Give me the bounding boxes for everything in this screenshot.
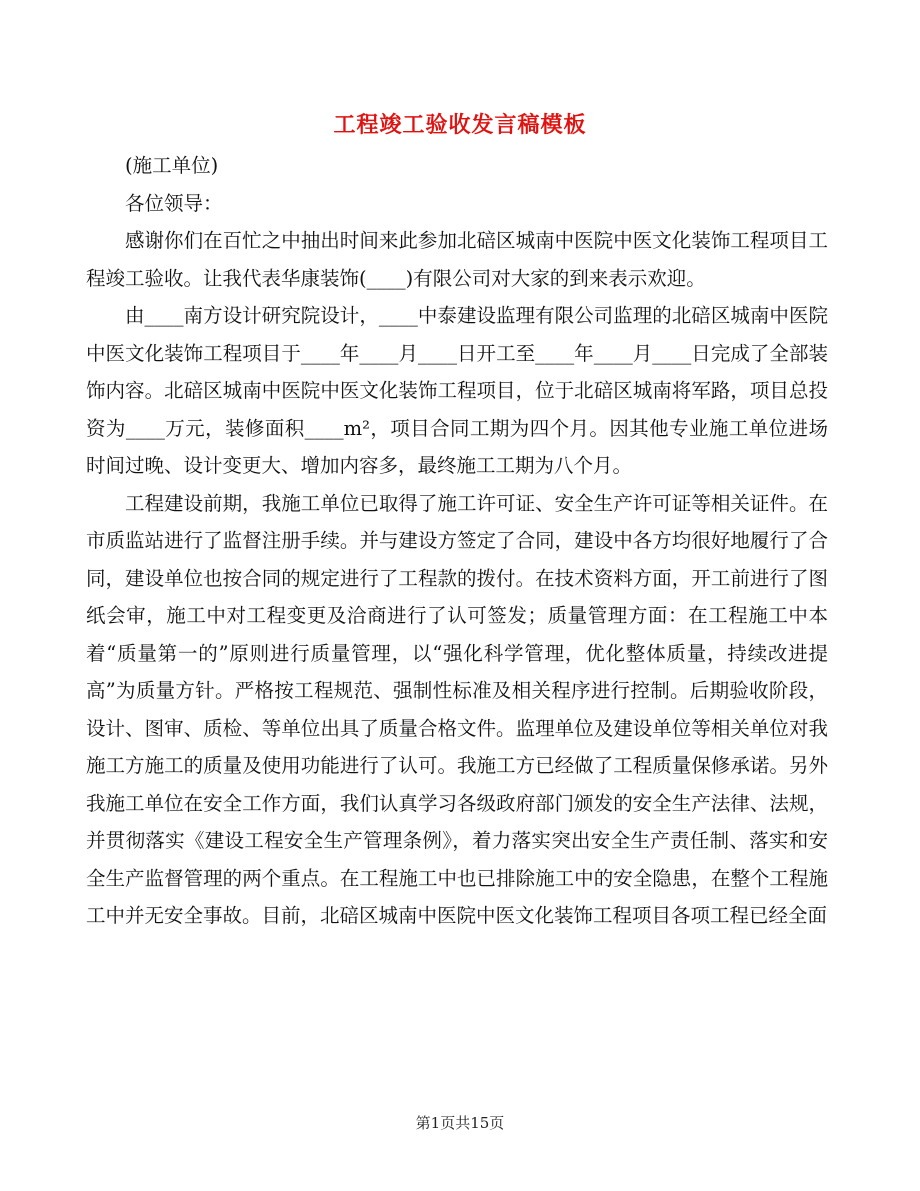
- paragraph-unit: (施工单位): [125, 154, 219, 177]
- document-title: 工程竣工验收发言稿模板: [333, 112, 587, 138]
- paragraph-welcome: 感谢你们在百忙之中抽出时间来此参加北碚区城南中医院中医文化装饰工程项目工程竣工验收。让我代表华康装饰(____)有限公司对大家的到来表示欢迎。: [86, 229, 828, 290]
- page-number: 第1页共15页: [415, 1114, 505, 1132]
- paragraph-salutation: 各位领导：: [125, 191, 223, 215]
- paragraph-construction-process: 工程建设前期，我施工单位已取得了施工许可证、安全生产许可证等相关证件。在市质监站进行了监督注册手续。并与建设方签定了合同，建设中各方均很好地履行了合同，建设单位也按合同的规定进行了工程款的拨付。在技术资料方面，开工前进行了图纸会审，施工中对工程变更及洽商进行了认可签发；质量管理方面：在工程施工中本着“质量第一的”原则进行质量管理，以“强化科学管理，优化整体质量，持续改进提高”为质量方针。严格按工程规范、强制性标准及相关程序进行控制。后期验收阶段，设计、图审、质检、等单位出具了质量合格文件。监理单位及建设单位等相关单位对我施工方施工的质量及使用功能进行了认可。我施工方已经做了工程质量保修承诺。另外我施工单位在安全工作方面，我们认真学习各级政府部门颁发的安全生产法律、法规，并贯彻落实《建设工程安全生产管理条例》，着力落实突出安全生产责任制、落实和安全生产监督管理的两个重点。在工程施工中也已排除施工中的安全隐患，在整个工程施工中并无安全事故。目前，北碚区城南中医院中医文化装饰工程项目各项工程已经全面: [86, 491, 828, 927]
- document-body: [86, 147, 828, 935]
- paragraph-project-overview: 由____南方设计研究院设计，____中泰建设监理有限公司监理的北碚区城南中医院中医文化装饰工程项目于____年____月____日开工至____年____月____日完成了全部装饰内容。北碚区城南中医院中医文化装饰工程项目，位于北碚区城南将军路，项目总投资为____万元，装修面积____m²，项目合同工期为四个月。因其他专业施工单位进场时间过晚、设计变更大、增加内容多，最终施工工期为八个月。: [86, 304, 828, 477]
